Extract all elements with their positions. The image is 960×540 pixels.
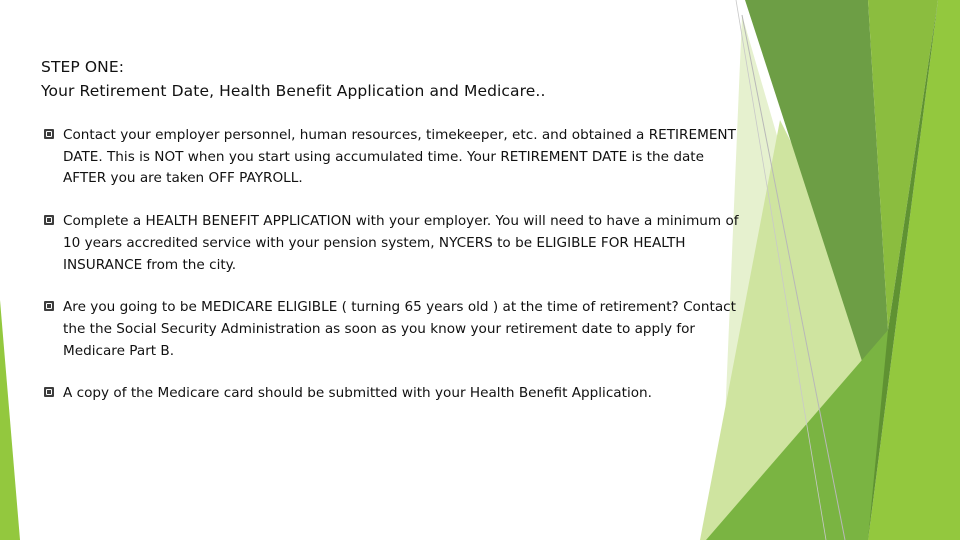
bullet-text: A copy of the Medicare card should be submitted with your Health Benefit Application. bbox=[63, 385, 652, 402]
left-green-sliver bbox=[0, 300, 20, 540]
slide-title bbox=[41, 55, 721, 103]
bullet-list bbox=[44, 125, 744, 405]
bullet-text: Are you going to be MEDICARE ELIGIBLE ( turning 65 years old ) at the time of retirement? Contact the the Social Security Administration as soon as you know your retirement date to apply for Medicare Part B. bbox=[63, 299, 736, 359]
checkbox-bullet-icon bbox=[44, 215, 54, 225]
bullet-text: Complete a HEALTH BENEFIT APPLICATION with your employer. You will need to have a minimum of 10 years accredited service with your pension system, NYCERS to be ELIGIBLE FOR HEALTH INSURANCE from the city. bbox=[63, 213, 739, 273]
checkbox-bullet-icon bbox=[44, 301, 54, 311]
bullet-text: Contact your employer personnel, human resources, timekeeper, etc. and obtained a RETIREMENT DATE. This is NOT when you start using accumulated time. Your RETIREMENT DATE is the date AFTER you are taken OFF PAYROLL. bbox=[63, 127, 736, 187]
bullet-item-medicare-card bbox=[44, 383, 744, 405]
checkbox-bullet-icon bbox=[44, 387, 54, 397]
bullet-item-health-benefit bbox=[44, 211, 744, 276]
bullet-item-medicare-eligible bbox=[44, 297, 744, 362]
checkbox-bullet-icon bbox=[44, 129, 54, 139]
title-line-step: STEP ONE: bbox=[41, 58, 125, 76]
bullet-item-retirement-date bbox=[44, 125, 744, 190]
title-line-subject: Your Retirement Date, Health Benefit Application and Medicare.. bbox=[41, 82, 546, 100]
